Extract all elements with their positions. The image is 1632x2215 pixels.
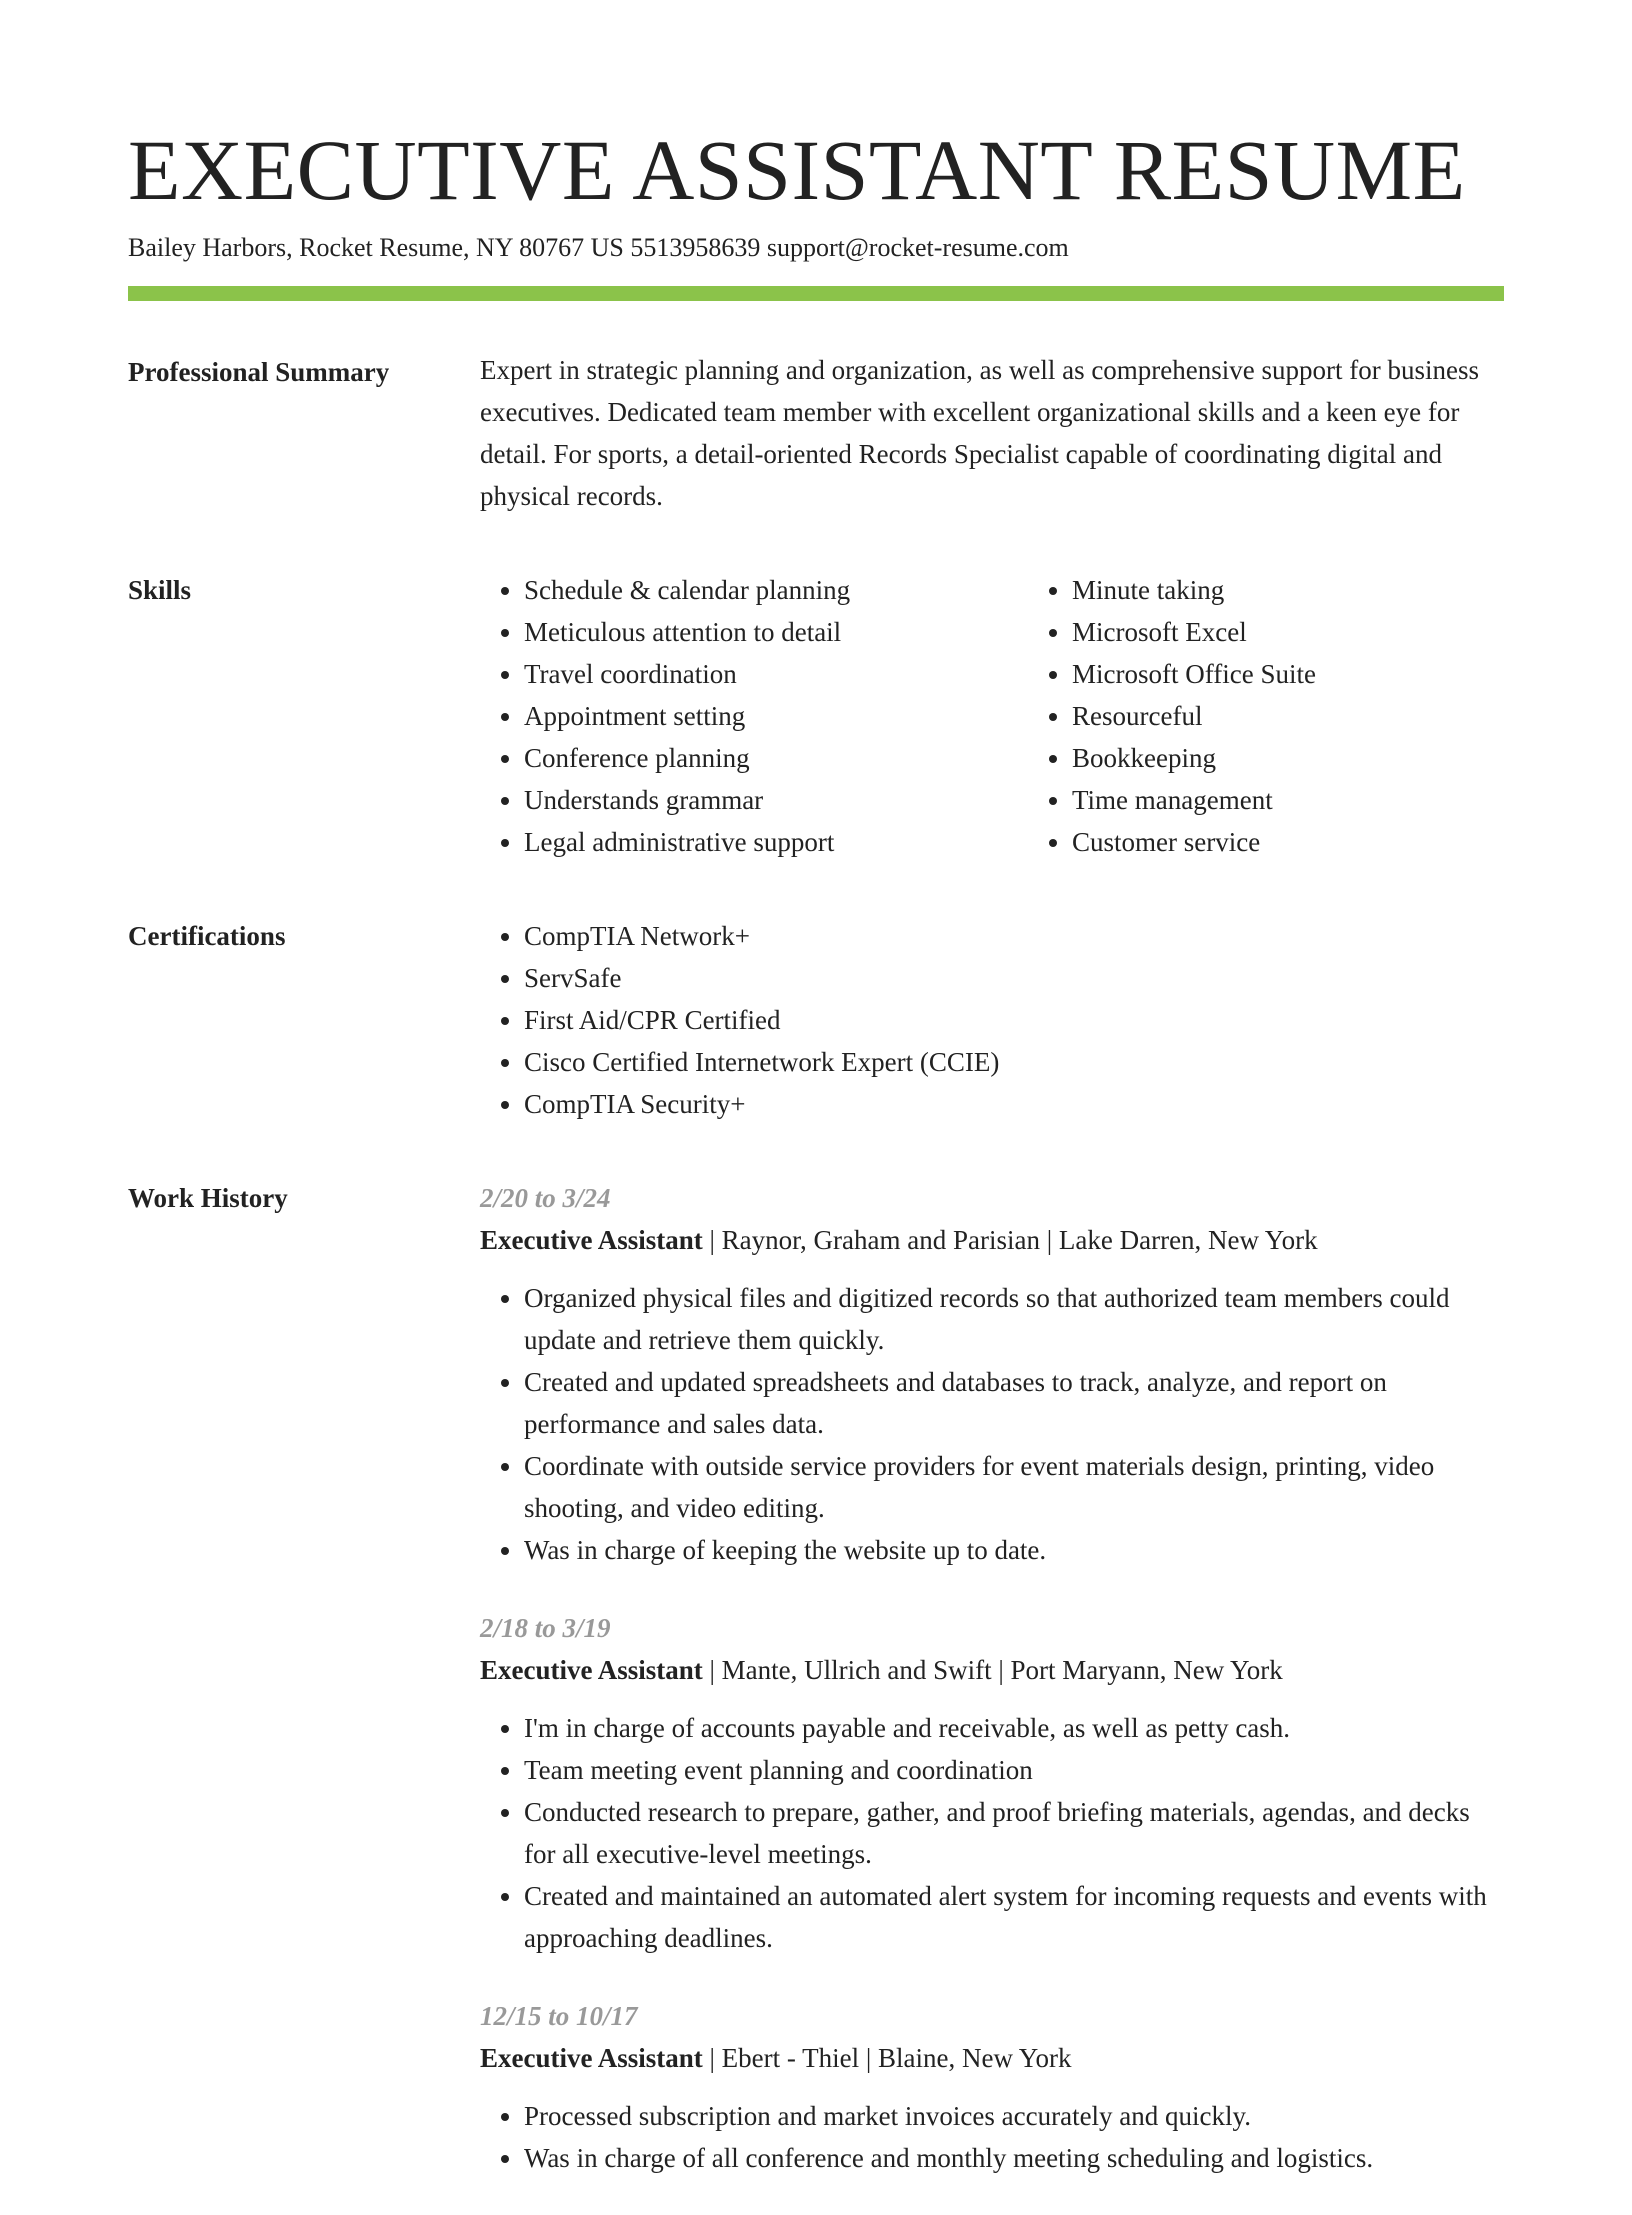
job-bullet: • Organized physical files and digitized records so that authorized team members could update and retrieve them quickly. — [524, 1277, 1504, 1361]
skill-item: • Travel coordination — [524, 653, 1028, 695]
job-bullet: • Was in charge of keeping the website up to date. — [524, 1529, 1504, 1571]
job-bullet: • I'm in charge of accounts payable and receivable, as well as petty cash. — [524, 1707, 1504, 1749]
certification-item: • CompTIA Security+ — [524, 1083, 1504, 1125]
job-bullet: • Created and maintained an automated alert system for incoming requests and events with approaching deadlines. — [524, 1875, 1504, 1959]
skills-column-1 — [480, 569, 1028, 863]
skill-item: • Resourceful — [1072, 695, 1576, 737]
job-title: Executive Assistant — [480, 1655, 703, 1685]
job-dates: 12/15 to 10/17 — [480, 2001, 638, 2031]
job-dates: 2/18 to 3/19 — [480, 1613, 611, 1643]
contact-line: Bailey Harbors, Rocket Resume, NY 80767 US 5513958639 support@rocket-resume.com — [128, 233, 1069, 262]
summary-section — [128, 351, 1504, 517]
skill-item: • Meticulous attention to detail — [524, 611, 1028, 653]
summary-label: Professional Summary — [128, 357, 390, 387]
skills-section — [128, 569, 1504, 863]
job-heading — [480, 1649, 1504, 1691]
job-title: Executive Assistant — [480, 1225, 703, 1255]
accent-divider — [128, 286, 1504, 301]
certification-item: • Cisco Certified Internetwork Expert (CCIE) — [524, 1041, 1504, 1083]
job-entry — [480, 1607, 1504, 1959]
job-bullet: • Conducted research to prepare, gather, and proof briefing materials, agendas, and decks for all executive-level meetings. — [524, 1791, 1504, 1875]
skill-item: • Time management — [1072, 779, 1576, 821]
skill-item: • Bookkeeping — [1072, 737, 1576, 779]
job-heading — [480, 1219, 1504, 1261]
job-bullets — [480, 1707, 1504, 1959]
certification-item: • First Aid/CPR Certified — [524, 999, 1504, 1041]
job-details: | Ebert - Thiel | Blaine, New York — [702, 2043, 1072, 2073]
work-history-section — [128, 1177, 1504, 2215]
skill-item: • Microsoft Excel — [1072, 611, 1576, 653]
certifications-section — [128, 915, 1504, 1125]
certifications-label: Certifications — [128, 921, 286, 951]
job-bullets — [480, 2095, 1504, 2179]
job-entry — [480, 1995, 1504, 2179]
skill-item: • Microsoft Office Suite — [1072, 653, 1576, 695]
resume-page — [128, 120, 1504, 2215]
skill-item: • Customer service — [1072, 821, 1576, 863]
job-bullet: • Created and updated spreadsheets and databases to track, analyze, and report on performance and sales data. — [524, 1361, 1504, 1445]
work-history-label: Work History — [128, 1183, 288, 1213]
job-heading — [480, 2037, 1504, 2079]
certification-item: • CompTIA Network+ — [524, 915, 1504, 957]
skill-item: • Conference planning — [524, 737, 1028, 779]
resume-title: EXECUTIVE ASSISTANT RESUME — [128, 122, 1466, 218]
skills-label: Skills — [128, 575, 192, 605]
skill-item: • Schedule & calendar planning — [524, 569, 1028, 611]
job-bullet: • Processed subscription and market invoices accurately and quickly. — [524, 2095, 1504, 2137]
job-bullet: • Team meeting event planning and coordination — [524, 1749, 1504, 1791]
job-entry — [480, 1177, 1504, 1571]
job-bullets — [480, 1277, 1504, 1571]
job-dates: 2/20 to 3/24 — [480, 1183, 611, 1213]
job-details: | Raynor, Graham and Parisian | Lake Darren, New York — [702, 1225, 1318, 1255]
job-title: Executive Assistant — [480, 2043, 703, 2073]
skill-item: • Minute taking — [1072, 569, 1576, 611]
skills-column-2 — [1028, 569, 1576, 863]
job-details: | Mante, Ullrich and Swift | Port Maryann, New York — [702, 1655, 1283, 1685]
skill-item: • Appointment setting — [524, 695, 1028, 737]
skill-item: • Legal administrative support — [524, 821, 1028, 863]
job-bullet: • Was in charge of all conference and monthly meeting scheduling and logistics. — [524, 2137, 1504, 2179]
job-bullet: • Coordinate with outside service providers for event materials design, printing, video shooting, and video editing. — [524, 1445, 1504, 1529]
certifications-list — [480, 915, 1504, 1125]
certification-item: • ServSafe — [524, 957, 1504, 999]
skill-item: • Understands grammar — [524, 779, 1028, 821]
summary-text: Expert in strategic planning and organization, as well as comprehensive support for business executives. Dedicated team member with excellent organizational skills and a keen eye for detail. For sports, a detail-oriented Records Specialist capable of coordinating digital and physical records. — [480, 355, 1479, 511]
